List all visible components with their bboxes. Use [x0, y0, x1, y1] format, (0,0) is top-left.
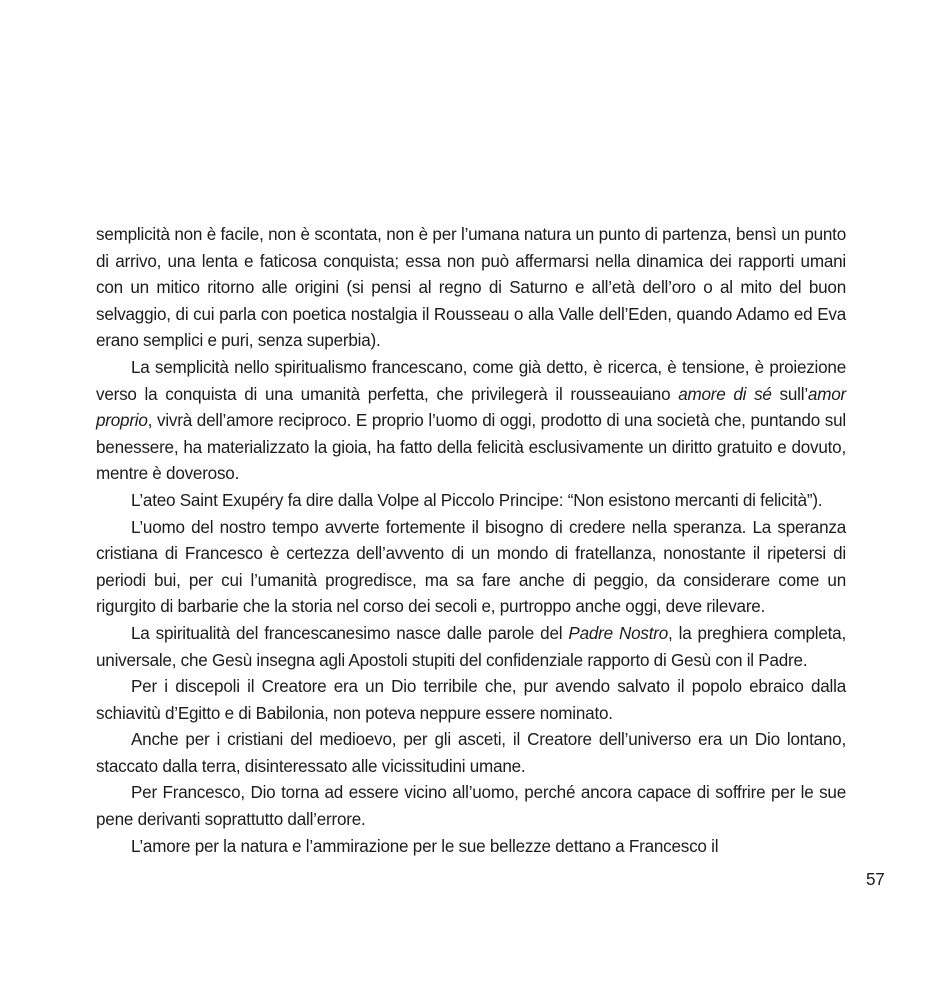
paragraph: La spiritualità del francescanesimo nasce dalle parole del Padre Nostro, la preghiera completa, universale, che Gesù insegna agli Apostoli stupiti del confidenziale rapporto di Gesù con il Padre.: [96, 623, 846, 670]
italic-phrase: amor proprio: [96, 384, 846, 431]
paragraph: Per Francesco, Dio torna ad essere vicino all’uomo, perché ancora capace di soffrire per le sue pene derivanti soprattutto dall’errore.: [96, 783, 846, 830]
paragraph: L’ateo Saint Exupéry fa dire dalla Volpe al Piccolo Principe: “Non esistono mercanti di felicità”).: [131, 490, 823, 510]
paragraph: L’amore per la natura e l’ammirazione per le sue bellezze dettano a Francesco il: [131, 836, 719, 856]
paragraph: Per i discepoli il Creatore era un Dio terribile che, pur avendo salvato il popolo ebraico dalla schiavitù d’Egitto e di Babilonia, non poteva neppure essere nominato.: [96, 677, 846, 723]
paragraph: L’uomo del nostro tempo avverte fortemente il bisogno di credere nella speranza. La speranza cristiana di Francesco è certezza dell’avvento di un mondo di fratellanza, nonostante il ripetersi di periodi bui, per cui l’umanità progredisce, ma sa fare anche di peggio, da considerare come un rigurgito di barbarie che la storia nel corso dei secoli e, purtroppo anche oggi, deve rilevare.: [96, 517, 846, 617]
italic-phrase: amore di sé: [678, 384, 772, 404]
page-number: 57: [866, 870, 885, 889]
paragraph: Anche per i cristiani del medioevo, per gli asceti, il Creatore dell’universo era un Dio lontano, staccato dalla terra, disinteressato alle vicissitudini umane.: [96, 730, 846, 776]
italic-phrase: Padre Nostro: [568, 623, 669, 643]
paragraph: La semplicità nello spiritualismo francescano, come già detto, è ricerca, è tensione, è proiezione verso la conquista di una umanità perfetta, che privilegerà il rousseauiano amore di sé sull’amor proprio, vivrà dell’amore reciproco. E proprio l’uomo di oggi, prodotto di una società che, puntando sul benessere, ha materializzato la gioia, ha fatto della felicità esclusivamente un diritto gratuito e dovuto, mentre è doveroso.: [96, 357, 846, 484]
body-text-column: [96, 222, 846, 860]
paragraph: semplicità non è facile, non è scontata, non è per l’umana natura un punto di partenza, bensì un punto di arrivo, una lenta e faticosa conquista; essa non può affermarsi nella dinamica dei rapporti umani con un mitico ritorno alle origini (si pensi al regno di Saturno e all’età dell’oro o al mito del buon selvaggio, di cui parla con poetica nostalgia il Rousseau o alla Valle dell’Eden, quando Adamo ed Eva erano semplici e puri, senza superbia).: [96, 225, 846, 351]
